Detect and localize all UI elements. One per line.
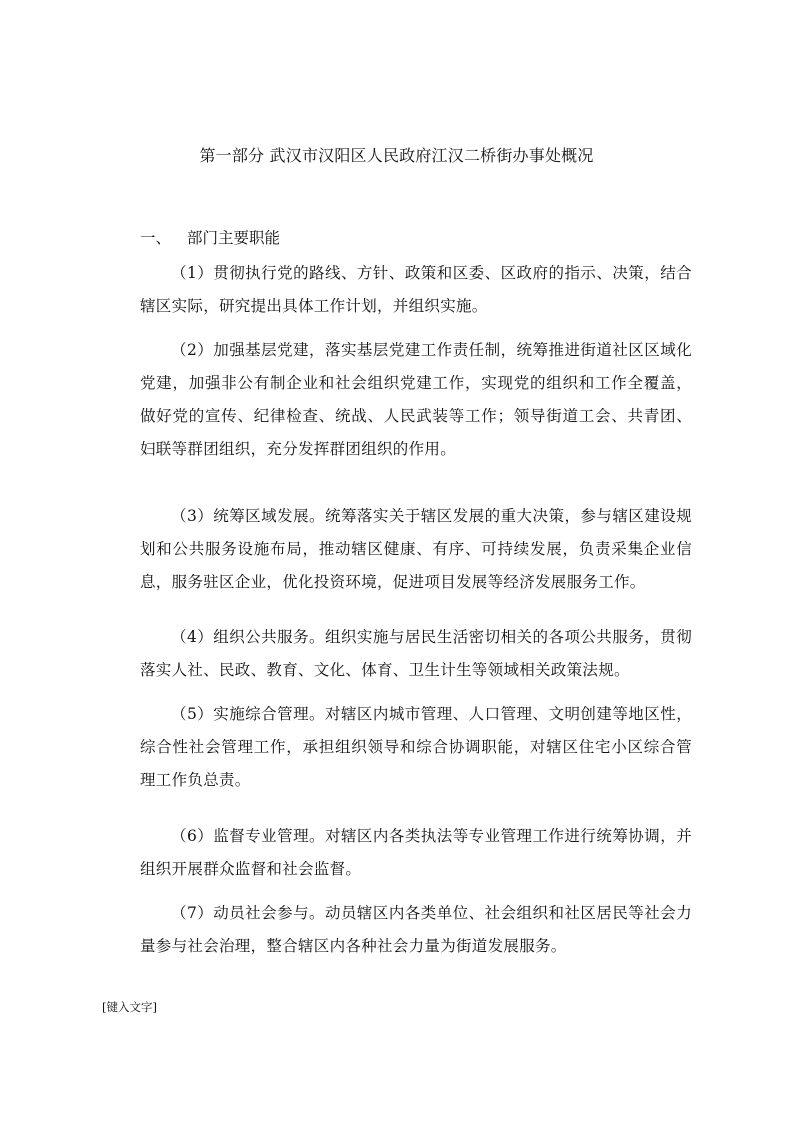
- paragraph-3-block: [140, 500, 692, 599]
- paragraph-1: （1）贯彻执行党的路线、方针、政策和区委、区政府的指示、决策，结合辖区实际，研究提出具体工作计划，并组织实施。: [140, 264, 692, 315]
- paragraph-5: （5）实施综合管理。对辖区内城市管理、人口管理、文明创建等地区性，综合性社会管理工作，承担组织领导和综合协调职能，对辖区住宅小区综合管理工作负总责。: [140, 705, 692, 789]
- section-heading: [140, 228, 280, 248]
- paragraph-4-block: [140, 621, 692, 687]
- section-number: 一、: [140, 229, 172, 247]
- paragraph-6-block: [140, 820, 692, 886]
- paragraph-2: （2）加强基层党建，落实基层党建工作责任制，统筹推进街道社区区域化党建，加强非公有制企业和社会组织党建工作，实现党的组织和工作全覆盖，做好党的宣传、纪律检查、统战、人民武装等工作；领导街道工会、共青团、妇联等群团组织，充分发挥群团组织的作用。: [140, 341, 692, 458]
- paragraph-6: （6）监督专业管理。对辖区内各类执法等专业管理工作进行统筹协调，并组织开展群众监督和社会监督。: [140, 827, 692, 878]
- paragraph-4: （4）组织公共服务。组织实施与居民生活密切相关的各项公共服务，贯彻落实人社、民政、教育、文化、体育、卫生计生等领域相关政策法规。: [140, 628, 692, 679]
- section-title: 部门主要职能: [187, 229, 281, 247]
- paragraph-2-block: [140, 334, 692, 466]
- document-title: 第一部分 武汉市汉阳区人民政府江汉二桥街办事处概况: [199, 146, 594, 165]
- paragraph-7: （7）动员社会参与。动员辖区内各类单位、社会组织和社区居民等社会力量参与社会治理，整合辖区内各种社会力量为街道发展服务。: [140, 904, 692, 955]
- paragraph-1-block: [140, 257, 692, 323]
- paragraph-5-block: [140, 698, 692, 797]
- paragraph-7-block: [140, 897, 692, 963]
- paragraph-3: （3）统筹区域发展。统筹落实关于辖区发展的重大决策，参与辖区建设规划和公共服务设施布局，推动辖区健康、有序、可持续发展，负责采集企业信息，服务驻区企业，优化投资环境，促进项目发展等经济发展服务工作。: [140, 507, 692, 591]
- footer-placeholder: [键入文字]: [102, 1000, 157, 1014]
